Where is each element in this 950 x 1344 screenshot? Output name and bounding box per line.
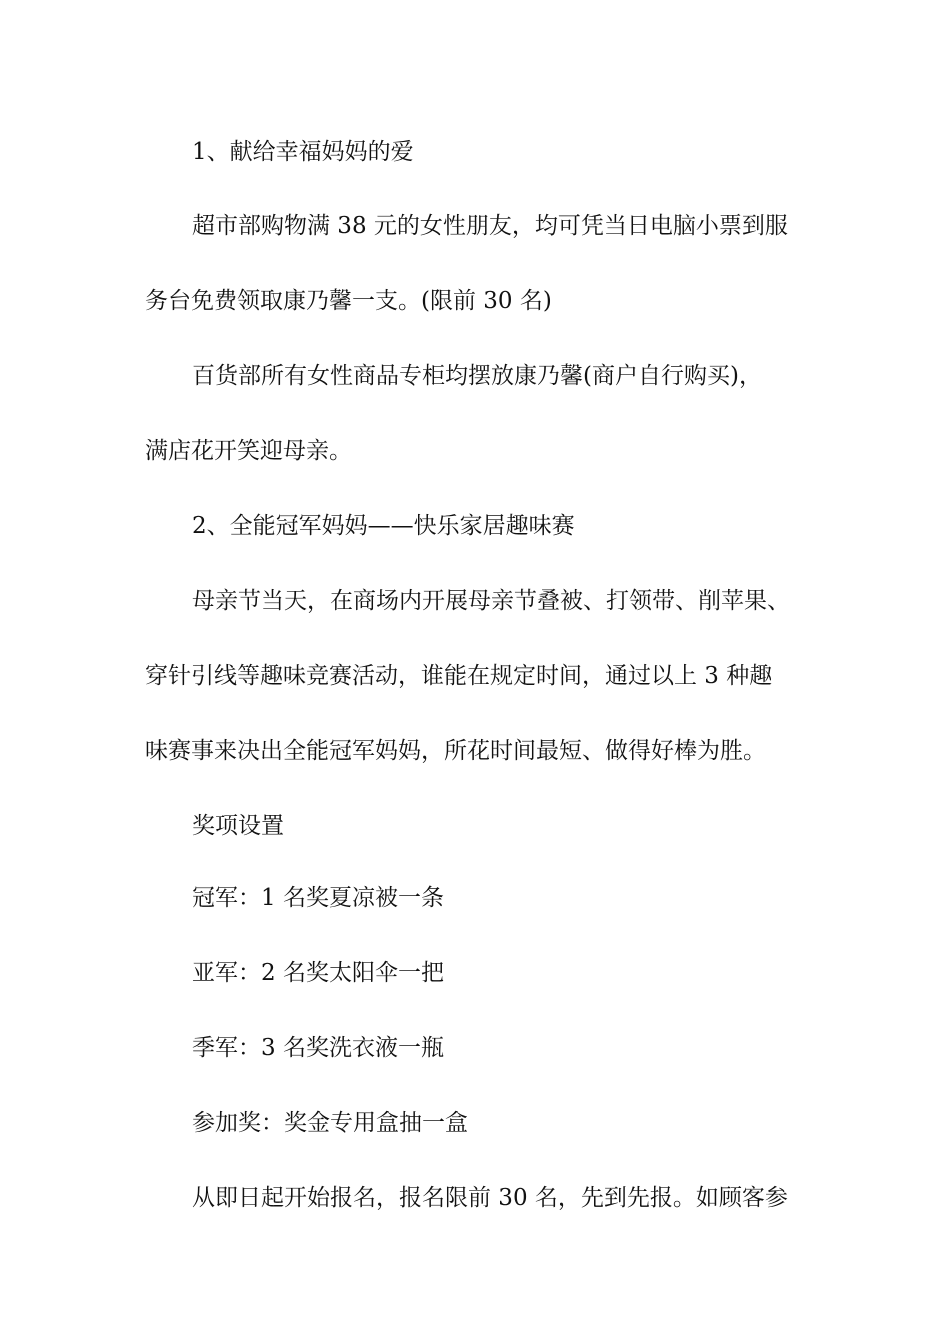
award-item: 亚军：2 名奖太阳伞一把 xyxy=(192,960,444,986)
paragraph-line: 穿针引线等趣味竞赛活动，谁能在规定时间，通过以上 3 种趣 xyxy=(145,663,773,689)
section-heading-2: 2、全能冠军妈妈——快乐家居趣味赛 xyxy=(192,513,575,539)
paragraph-line: 从即日起开始报名，报名限前 30 名，先到先报。如顾客参 xyxy=(192,1185,788,1211)
awards-heading: 奖项设置 xyxy=(192,813,284,839)
paragraph-line: 超市部购物满 38 元的女性朋友，均可凭当日电脑小票到服 xyxy=(192,213,788,239)
paragraph-line: 务台免费领取康乃馨一支。(限前 30 名) xyxy=(145,288,552,314)
paragraph-line: 满店花开笑迎母亲。 xyxy=(145,438,352,464)
award-item: 参加奖：奖金专用盒抽一盒 xyxy=(192,1110,468,1136)
paragraph-line: 味赛事来决出全能冠军妈妈，所花时间最短、做得好棒为胜。 xyxy=(145,738,766,764)
section-heading-1: 1、献给幸福妈妈的爱 xyxy=(192,139,414,165)
paragraph-line: 百货部所有女性商品专柜均摆放康乃馨(商户自行购买)， xyxy=(192,363,762,389)
award-item: 季军：3 名奖洗衣液一瓶 xyxy=(192,1035,444,1061)
paragraph-line: 母亲节当天，在商场内开展母亲节叠被、打领带、削苹果、 xyxy=(192,588,790,614)
award-item: 冠军：1 名奖夏凉被一条 xyxy=(192,885,444,911)
